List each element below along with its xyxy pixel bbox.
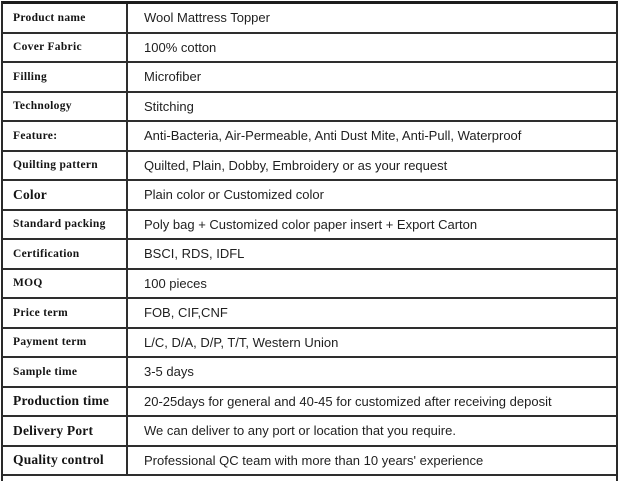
table-row [3,152,616,182]
table-row [3,417,616,447]
table-row [3,181,616,211]
spec-value-cell [128,358,616,386]
spec-label-cell [3,181,128,209]
table-row [3,211,616,241]
spec-label-text: Color [13,186,47,202]
spec-value-cell [128,63,616,91]
spec-label-text: Payment term [13,336,87,349]
table-row [3,122,616,152]
spec-value-text: Plain color or Customized color [144,187,324,203]
spec-value-text: Anti-Bacteria, Air-Permeable, Anti Dust Mite, Anti-Pull, Waterproof [144,128,522,144]
spec-label-cell [3,270,128,298]
product-spec-table [1,1,618,481]
spec-label-cell [3,240,128,268]
spec-value-cell [128,417,616,445]
spec-value-text: L/C, D/A, D/P, T/T, Western Union [144,334,339,350]
table-row [3,93,616,123]
spec-label-cell [3,299,128,327]
spec-label-text: Quilting pattern [13,159,98,172]
spec-value-text: Wool Mattress Topper [144,10,270,26]
spec-value-text: 100% cotton [144,39,217,55]
spec-value-text: Professional QC team with more than 10 years' experience [144,452,484,468]
table-row [3,388,616,418]
spec-value-cell [128,181,616,209]
spec-value-cell [128,4,616,32]
table-row [3,329,616,359]
spec-label-text: Product name [13,11,86,24]
table-row [3,299,616,329]
spec-label-text: Production time [13,393,110,409]
table-row [3,63,616,93]
spec-value-text: 3-5 days [144,364,194,380]
spec-value-text: Stitching [144,98,194,114]
spec-value-cell [128,34,616,62]
spec-value-text: 20-25days for general and 40-45 for customized after receiving deposit [144,393,552,409]
spec-label-text: Sample time [13,365,78,378]
table-row [3,34,616,64]
table-row [3,240,616,270]
spec-value-cell [128,152,616,180]
partial-next-row [3,476,616,481]
spec-label-cell [3,447,128,475]
spec-value-text: Microfiber [144,69,202,85]
spec-value-cell [128,388,616,416]
spec-label-cell [3,358,128,386]
spec-value-cell [128,299,616,327]
spec-label-text: MOQ [13,277,43,290]
spec-label-text: Filling [13,70,48,83]
spec-value-text: 100 pieces [144,275,207,291]
table-row [3,4,616,34]
spec-label-cell [3,211,128,239]
spec-label-cell [3,417,128,445]
spec-label-cell [3,4,128,32]
spec-label-text: Delivery Port [13,422,94,438]
spec-label-text: Quality control [13,452,104,468]
spec-label-cell [3,34,128,62]
spec-value-cell [128,93,616,121]
spec-value-text: Quilted, Plain, Dobby, Embroidery or as your request [144,157,448,173]
spec-value-text: Poly bag + Customized color paper insert + Export Carton [144,216,478,232]
table-row [3,447,616,477]
spec-label-cell [3,63,128,91]
spec-label-text: Technology [13,100,72,113]
spec-label-cell [3,122,128,150]
spec-label-cell [3,388,128,416]
spec-value-cell [128,270,616,298]
spec-value-text: BSCI, RDS, IDFL [144,246,245,262]
table-row [3,358,616,388]
spec-value-text: FOB, CIF,CNF [144,305,228,321]
spec-label-cell [3,329,128,357]
spec-value-cell [128,240,616,268]
spec-value-cell [128,329,616,357]
spec-rows [3,4,616,476]
spec-label-text: Price term [13,306,69,319]
spec-value-cell [128,122,616,150]
spec-label-cell [3,93,128,121]
spec-label-cell [3,152,128,180]
spec-value-text: We can deliver to any port or location that you require. [144,423,456,439]
spec-label-text: Certification [13,247,80,260]
spec-value-cell [128,211,616,239]
spec-value-cell [128,447,616,475]
spec-label-text: Standard packing [13,218,106,231]
table-row [3,270,616,300]
spec-label-text: Cover Fabric [13,41,82,54]
spec-label-text: Feature: [13,129,58,142]
